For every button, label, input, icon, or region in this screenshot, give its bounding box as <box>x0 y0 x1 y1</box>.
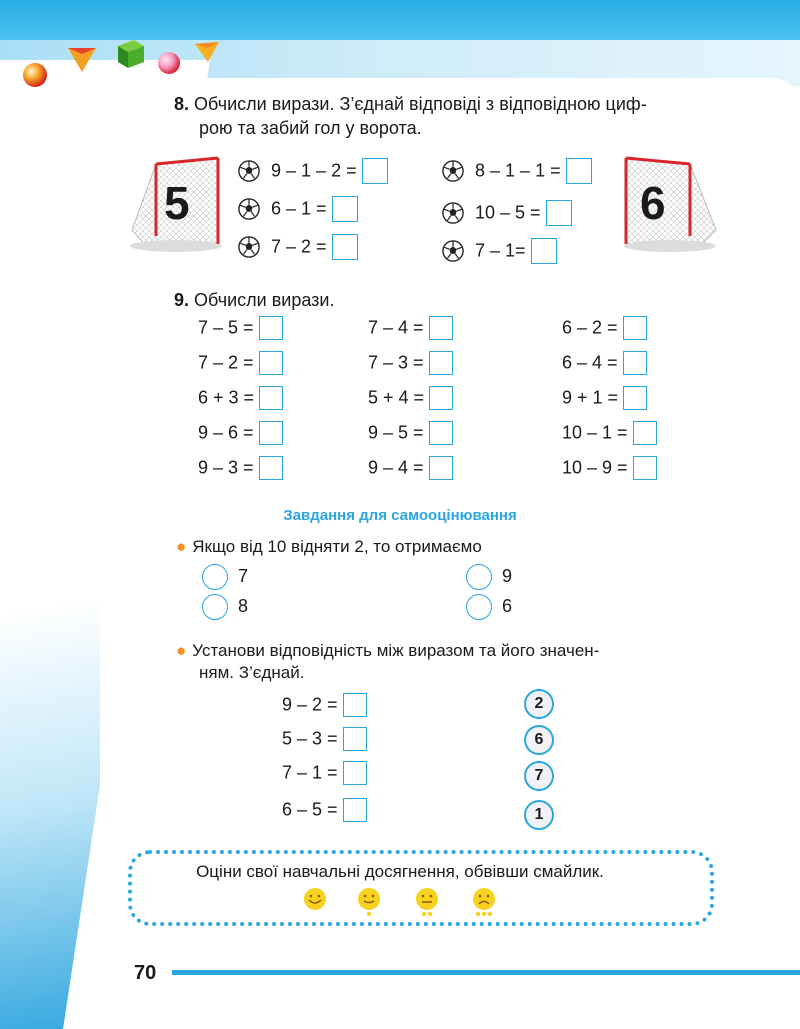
page-number: 70 <box>134 962 157 984</box>
top-band <box>0 0 800 40</box>
value-circle[interactable]: 2 <box>524 689 554 719</box>
expr-text: 7 – 5 = <box>198 317 254 338</box>
expr-text: 9 – 1 – 2 = <box>271 160 357 181</box>
cube-icon <box>112 36 148 72</box>
task8-right-row <box>442 200 572 226</box>
answer-box[interactable] <box>259 456 283 480</box>
footer-line <box>172 970 800 975</box>
expr-text: 6 – 4 = <box>562 352 618 373</box>
answer-box[interactable] <box>429 386 453 410</box>
task9-expr <box>562 456 657 480</box>
task9-expr <box>562 386 647 410</box>
expr-text: 9 – 5 = <box>368 422 424 443</box>
value-circle[interactable]: 1 <box>524 800 554 830</box>
task9-expr <box>368 351 453 375</box>
soccer-ball-icon <box>238 160 260 182</box>
expr-text: 7 – 2 = <box>271 236 327 257</box>
expr-text: 8 – 1 – 1 = <box>475 160 561 181</box>
option[interactable] <box>466 564 512 590</box>
expr-text: 9 + 1 = <box>562 387 619 408</box>
bullet-icon: ● <box>176 641 187 660</box>
answer-box[interactable] <box>343 693 367 717</box>
expr-text: 6 + 3 = <box>198 387 255 408</box>
task8-left-row <box>238 234 358 260</box>
goal-right-number: 6 <box>640 177 666 229</box>
match-expr <box>282 727 367 751</box>
sad-smiley-icon[interactable] <box>468 886 500 918</box>
expr-text: 10 – 1 = <box>562 422 628 443</box>
answer-box[interactable] <box>623 316 647 340</box>
option-circle[interactable] <box>202 594 228 620</box>
self-assessment-title: Завдання для самооцінювання <box>283 507 517 524</box>
answer-box[interactable] <box>332 234 358 260</box>
value-circle[interactable]: 7 <box>524 761 554 791</box>
match-expr <box>282 761 367 785</box>
question-2-line2: ням. З’єднай. <box>199 663 305 682</box>
match-expr <box>282 798 367 822</box>
goal-net-right-icon <box>620 150 720 260</box>
task9-expr <box>562 351 647 375</box>
expr-text: 5 – 3 = <box>282 728 338 749</box>
task8-right-row <box>442 238 557 264</box>
cone-icon <box>64 42 100 76</box>
task9-expr <box>368 421 453 445</box>
expr-text: 6 – 2 = <box>562 317 618 338</box>
option-circle[interactable] <box>466 594 492 620</box>
expr-text: 10 – 9 = <box>562 457 628 478</box>
question-2 <box>176 641 599 661</box>
answer-box[interactable] <box>259 351 283 375</box>
reflection-text: Оціни свої навчальні досягнення, обвівши смайлик. <box>196 862 604 881</box>
answer-box[interactable] <box>259 421 283 445</box>
task9-number: 9. <box>174 290 190 310</box>
task8-text-line2: рою та забий гол у ворота. <box>199 118 422 138</box>
answer-box[interactable] <box>429 351 453 375</box>
small-cone-icon <box>192 38 222 68</box>
option-circle[interactable] <box>202 564 228 590</box>
option[interactable] <box>202 594 248 620</box>
pink-sphere-icon <box>154 48 184 78</box>
answer-box[interactable] <box>259 386 283 410</box>
soccer-ball-icon <box>442 202 464 224</box>
option-label: 8 <box>238 595 249 616</box>
task9-expr <box>198 351 283 375</box>
task9-expr <box>198 456 283 480</box>
option-label: 9 <box>502 565 513 586</box>
task9-expr <box>368 456 453 480</box>
task8-left-row <box>238 196 358 222</box>
question-2-line1: Установи відповідність між виразом та його значен- <box>192 641 600 660</box>
task9-expr <box>198 421 283 445</box>
expr-text: 7 – 4 = <box>368 317 424 338</box>
task9-expr <box>562 421 657 445</box>
expr-text: 6 – 1 = <box>271 198 327 219</box>
answer-box[interactable] <box>429 456 453 480</box>
expr-text: 7 – 3 = <box>368 352 424 373</box>
task9-expr <box>198 316 283 340</box>
answer-box[interactable] <box>332 196 358 222</box>
task8-right-row <box>442 158 592 184</box>
expr-text: 5 + 4 = <box>368 387 425 408</box>
answer-box[interactable] <box>566 158 592 184</box>
match-expr <box>282 693 367 717</box>
task8-number: 8. <box>174 94 190 114</box>
task8-text-line1: Обчисли вирази. З’єднай відповіді з відповідною циф- <box>194 94 647 114</box>
answer-box[interactable] <box>429 316 453 340</box>
expr-text: 7 – 1 = <box>282 762 338 783</box>
task9-expr <box>368 386 453 410</box>
task8-left-row <box>238 158 388 184</box>
task9-expr <box>562 316 647 340</box>
answer-box[interactable] <box>429 421 453 445</box>
task9-heading <box>174 289 334 311</box>
answer-box[interactable] <box>623 386 647 410</box>
expr-text: 9 – 4 = <box>368 457 424 478</box>
expr-text: 10 – 5 = <box>475 202 541 223</box>
option-circle[interactable] <box>466 564 492 590</box>
answer-box[interactable] <box>546 200 572 226</box>
happy-smiley-icon[interactable] <box>302 886 328 916</box>
value-circle[interactable]: 6 <box>524 725 554 755</box>
answer-box[interactable] <box>623 351 647 375</box>
soccer-ball-icon <box>442 240 464 262</box>
option-label: 7 <box>238 565 249 586</box>
expr-text: 9 – 2 = <box>282 694 338 715</box>
answer-box[interactable] <box>362 158 388 184</box>
goal-left-number: 5 <box>164 177 190 229</box>
smile-smiley-icon[interactable] <box>356 886 382 918</box>
neutral-smiley-icon[interactable] <box>412 886 442 918</box>
answer-box[interactable] <box>343 727 367 751</box>
soccer-ball-icon <box>238 236 260 258</box>
question-1-text: Якщо від 10 відняти 2, то отримаємо <box>192 537 482 556</box>
answer-box[interactable] <box>343 798 367 822</box>
answer-box[interactable] <box>343 761 367 785</box>
soccer-ball-icon <box>238 198 260 220</box>
answer-box[interactable] <box>259 316 283 340</box>
answer-box[interactable] <box>633 456 657 480</box>
question-1 <box>176 537 482 557</box>
option-label: 6 <box>502 595 513 616</box>
expr-text: 7 – 1= <box>475 240 526 261</box>
expr-text: 7 – 2 = <box>198 352 254 373</box>
task9-expr <box>198 386 283 410</box>
option[interactable] <box>202 564 248 590</box>
task9-expr <box>368 316 453 340</box>
task8-heading <box>174 93 647 115</box>
soccer-ball-icon <box>442 160 464 182</box>
option[interactable] <box>466 594 512 620</box>
answer-box[interactable] <box>531 238 557 264</box>
expr-text: 6 – 5 = <box>282 799 338 820</box>
expr-text: 9 – 3 = <box>198 457 254 478</box>
bullet-icon: ● <box>176 537 187 556</box>
task9-text: Обчисли вирази. <box>194 290 335 310</box>
expr-text: 9 – 6 = <box>198 422 254 443</box>
orange-sphere-icon <box>20 60 50 90</box>
answer-box[interactable] <box>633 421 657 445</box>
